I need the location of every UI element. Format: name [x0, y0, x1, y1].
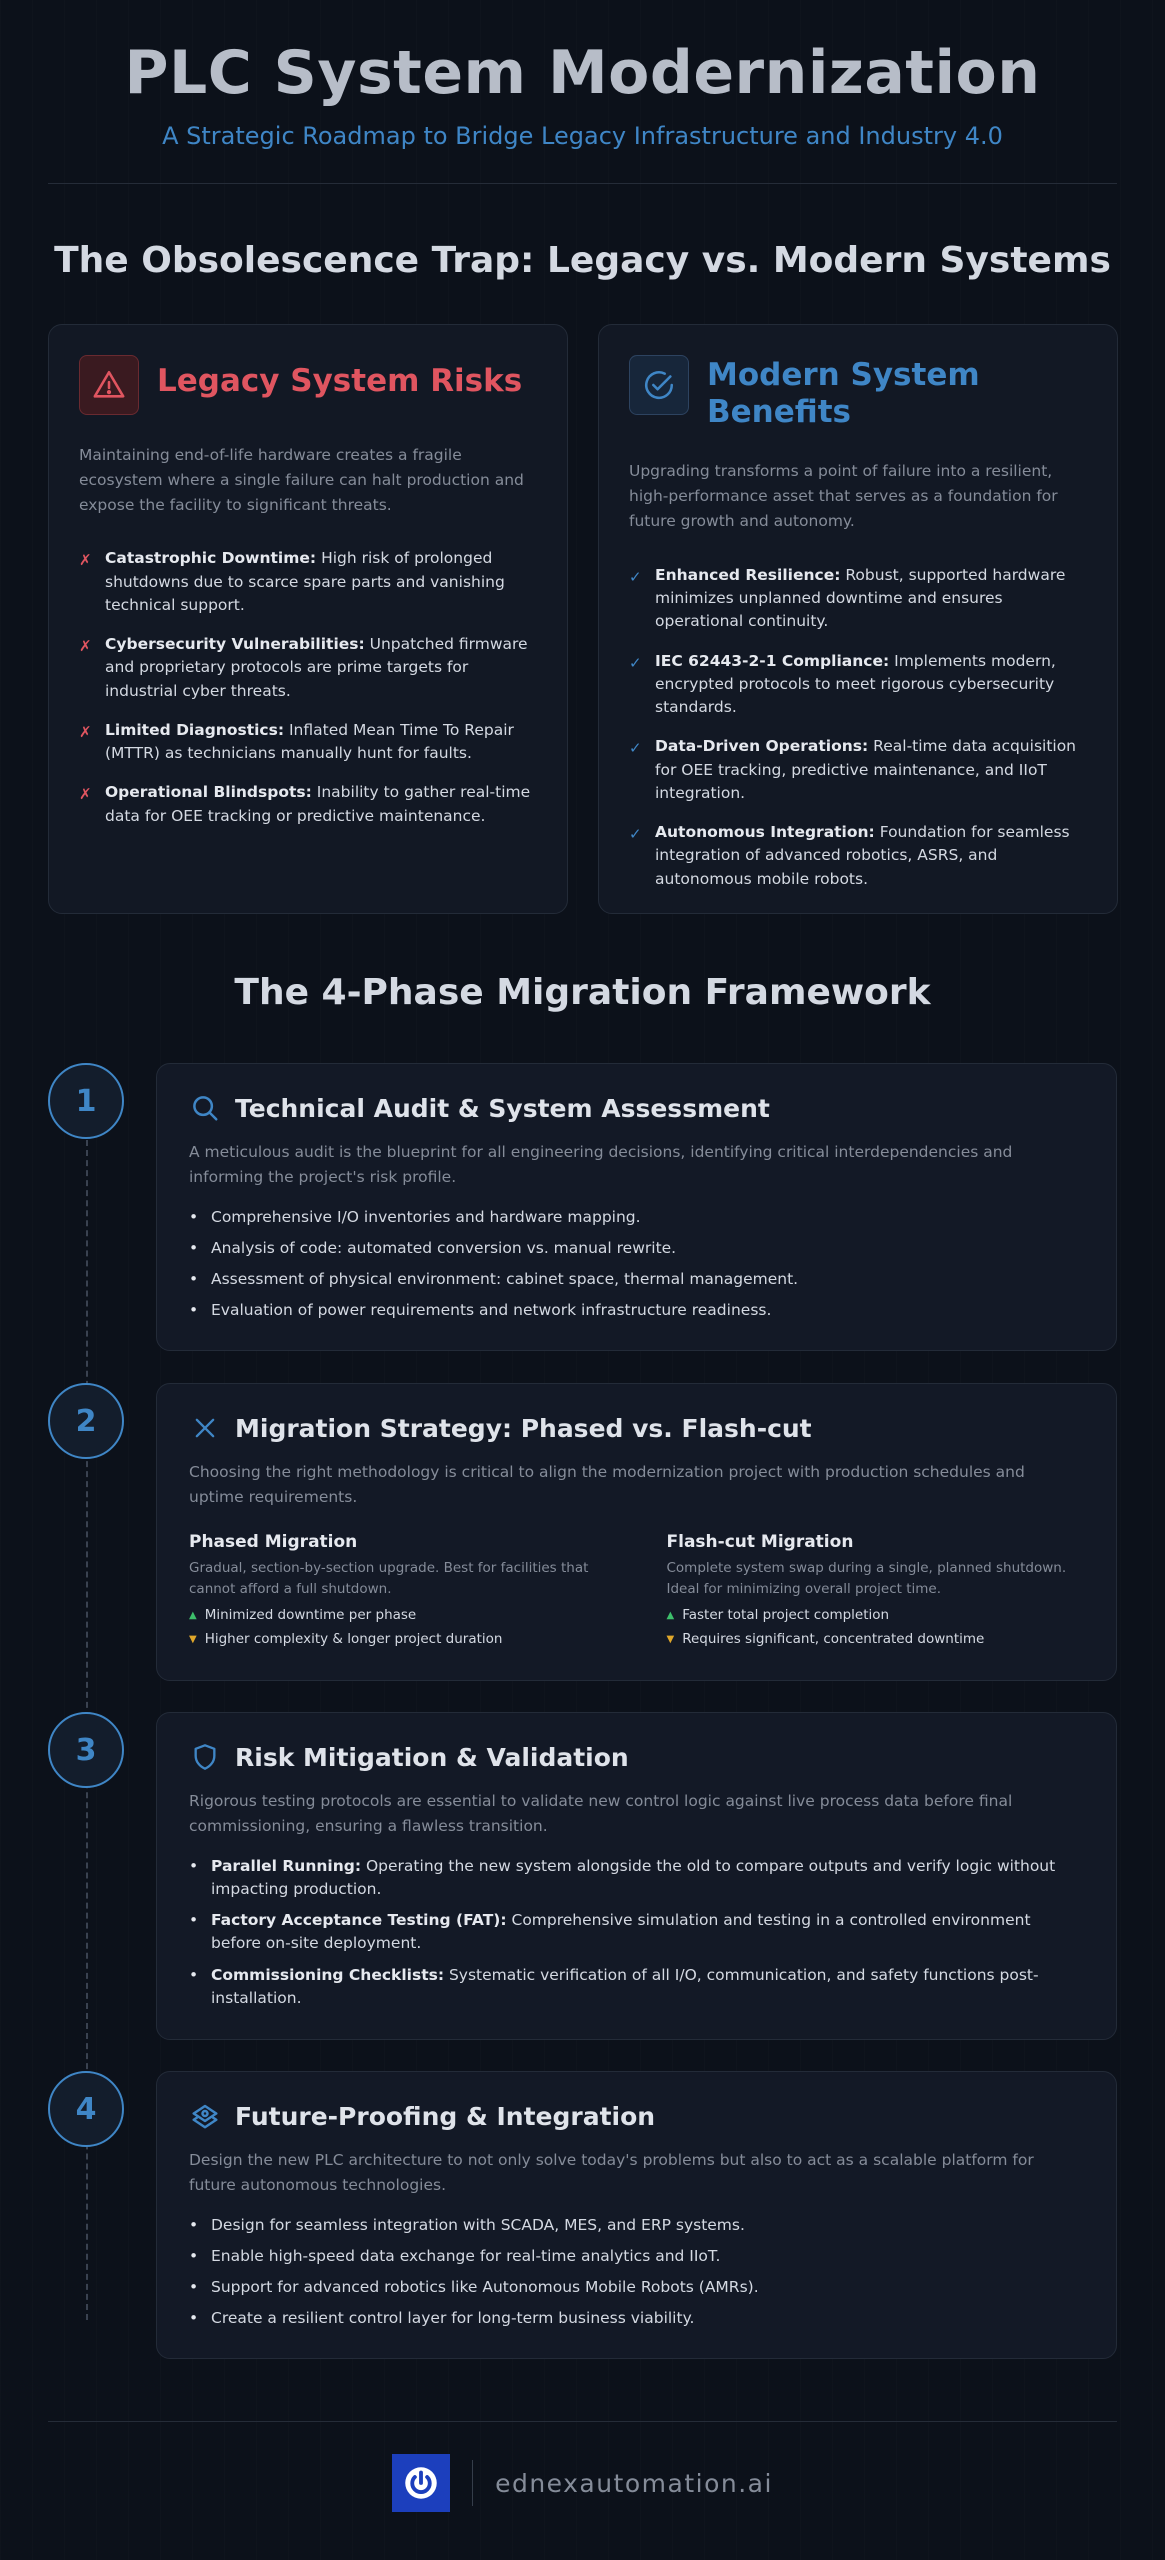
footer-separator [472, 2460, 473, 2506]
page-header [0, 0, 1165, 150]
footer-site-link[interactable]: ednexautomation.ai [495, 2468, 773, 2498]
modern-benefits-card [598, 324, 1118, 914]
phased-migration-option [189, 1532, 607, 1648]
list-item: • Assessment of physical environment: cabinet space, thermal management. [189, 1268, 1084, 1291]
phase-card-risk-mitigation [156, 1712, 1117, 2040]
page-title: PLC System Modernization [124, 38, 1041, 108]
shield-icon [189, 1741, 221, 1773]
list-item: • Comprehensive I/O inventories and hardware mapping. [189, 1206, 1084, 1229]
list-item: • Design for seamless integration with SCADA, MES, and ERP systems. [189, 2214, 1084, 2237]
list-item: ✓ IEC 62443-2-1 Compliance: Implements modern, encrypted protocols to meet rigorous cybersecurity standards. [629, 650, 1087, 720]
legacy-card-description: Maintaining end-of-life hardware creates a fragile ecosystem where a single failure can halt production and expose the facility to significant threats. [79, 446, 524, 514]
option-description: Gradual, section-by-section upgrade. Best for facilities that cannot afford a full shutdown. [189, 1559, 589, 1597]
phase-number-badge: 3 [48, 1712, 124, 1788]
power-logo-icon [392, 2454, 450, 2512]
phase-item-list [189, 2214, 1084, 2331]
arrow-down-icon: ▼ [189, 1633, 197, 1645]
list-item: ✓ Data-Driven Operations: Real-time data acquisition for OEE tracking, predictive maintenance, and IIoT integration. [629, 735, 1087, 805]
legacy-card-title: Legacy System Risks [157, 363, 523, 399]
page-subtitle: A Strategic Roadmap to Bridge Legacy Infrastructure and Industry 4.0 [162, 122, 1003, 150]
phase-description: Rigorous testing protocols are essential to validate new control logic against live process data before final commissioning, ensuring a flawless transition. [189, 1792, 1013, 1835]
comparison-section-title: The Obsolescence Trap: Legacy vs. Modern Systems [54, 240, 1111, 281]
list-item: • Parallel Running: Operating the new system alongside the old to compare outputs and verify logic without impacting production. [189, 1855, 1084, 1902]
strategy-options [189, 1532, 1084, 1648]
arrow-down-icon: ▼ [666, 1633, 675, 1645]
list-item: • Create a resilient control layer for long-term business viability. [189, 2307, 1084, 2330]
check-circle-icon [629, 355, 689, 415]
x-mark-icon: ✗ [79, 551, 92, 570]
page-footer [0, 2454, 1165, 2512]
phase-number-badge: 1 [48, 1063, 124, 1139]
check-mark-icon: ✓ [629, 825, 642, 844]
phase-title: Risk Mitigation & Validation [235, 1742, 629, 1772]
option-con: ▼ Higher complexity & longer project duration [189, 1631, 503, 1648]
x-mark-icon: ✗ [79, 722, 92, 741]
phase-item-list [189, 1206, 1084, 1323]
phase-item-list [189, 1855, 1084, 2011]
list-item: • Evaluation of power requirements and network infrastructure readiness. [189, 1299, 1084, 1322]
option-con: ▼ Requires significant, concentrated downtime [666, 1631, 985, 1648]
phase-title: Migration Strategy: Phased vs. Flash-cut [235, 1413, 812, 1443]
phase-description: Choosing the right methodology is critical to align the modernization project with production schedules and uptime requirements. [189, 1463, 1025, 1506]
header-divider [48, 183, 1117, 184]
list-item: ✗ Limited Diagnostics: Inflated Mean Time To Repair (MTTR) as technicians manually hunt for faults. [79, 719, 537, 766]
list-item: • Support for advanced robotics like Autonomous Mobile Robots (AMRs). [189, 2276, 1084, 2299]
list-item: ✗ Catastrophic Downtime: High risk of prolonged shutdowns due to scarce spare parts and vanishing technical support. [79, 547, 537, 617]
option-name: Phased Migration [189, 1531, 358, 1552]
list-item: ✓ Autonomous Integration: Foundation for seamless integration of advanced robotics, ASRS, and autonomous mobile robots. [629, 821, 1087, 891]
legacy-risk-list [79, 547, 537, 828]
phase-card-audit [156, 1063, 1117, 1351]
phase-number-badge: 4 [48, 2071, 124, 2147]
modern-card-description: Upgrading transforms a point of failure into a resilient, high-performance asset that serves as a foundation for future growth and autonomy. [629, 462, 1058, 530]
arrow-up-icon: ▲ [666, 1609, 675, 1621]
check-mark-icon: ✓ [629, 739, 642, 758]
phase-description: Design the new PLC architecture to not only solve today's problems but also to act as a scalable platform for future autonomous technologies. [189, 2151, 1034, 2194]
list-item: ✓ Enhanced Resilience: Robust, supported hardware minimizes unplanned downtime and ensures operational continuity. [629, 564, 1087, 634]
phase-card-strategy [156, 1383, 1117, 1681]
phase-card-future-proofing [156, 2071, 1117, 2359]
modern-benefit-list [629, 564, 1087, 891]
legacy-risks-card [48, 324, 568, 914]
list-item: • Factory Acceptance Testing (FAT): Comprehensive simulation and testing in a controlled environment before on-site deployment. [189, 1909, 1084, 1956]
cross-arrows-icon [189, 1412, 221, 1444]
option-description: Complete system swap during a single, planned shutdown. Ideal for minimizing overall project time. [666, 1559, 1067, 1597]
list-item: ✗ Cybersecurity Vulnerabilities: Unpatched firmware and proprietary protocols are prime targets for industrial cyber threats. [79, 633, 537, 703]
x-mark-icon: ✗ [79, 785, 92, 804]
check-mark-icon: ✓ [629, 567, 642, 586]
modern-card-title: Modern System Benefits [707, 357, 980, 431]
option-pro: ▲ Faster total project completion [666, 1607, 890, 1624]
layers-icon [189, 2100, 221, 2132]
phase-title: Future-Proofing & Integration [235, 2101, 656, 2131]
check-mark-icon: ✓ [629, 653, 642, 672]
footer-divider [48, 2421, 1117, 2422]
framework-section-title: The 4-Phase Migration Framework [234, 972, 931, 1013]
option-name: Flash-cut Migration [666, 1531, 854, 1552]
search-icon [189, 1092, 221, 1124]
x-mark-icon: ✗ [79, 637, 92, 656]
list-item: • Analysis of code: automated conversion vs. manual rewrite. [189, 1237, 1084, 1260]
list-item: • Enable high-speed data exchange for real-time analytics and IIoT. [189, 2245, 1084, 2268]
list-item: ✗ Operational Blindspots: Inability to gather real-time data for OEE tracking or predictive maintenance. [79, 781, 537, 828]
list-item: • Commissioning Checklists: Systematic verification of all I/O, communication, and safety functions post-installation. [189, 1964, 1084, 2011]
phase-number-badge: 2 [48, 1383, 124, 1459]
phase-description: A meticulous audit is the blueprint for all engineering decisions, identifying critical interdependencies and informing the project's risk profile. [189, 1143, 1013, 1186]
warning-triangle-icon [79, 355, 139, 415]
phase-title: Technical Audit & System Assessment [235, 1093, 770, 1123]
arrow-up-icon: ▲ [189, 1609, 197, 1621]
option-pro: ▲ Minimized downtime per phase [189, 1607, 417, 1624]
flash-cut-migration-option [667, 1532, 1085, 1648]
